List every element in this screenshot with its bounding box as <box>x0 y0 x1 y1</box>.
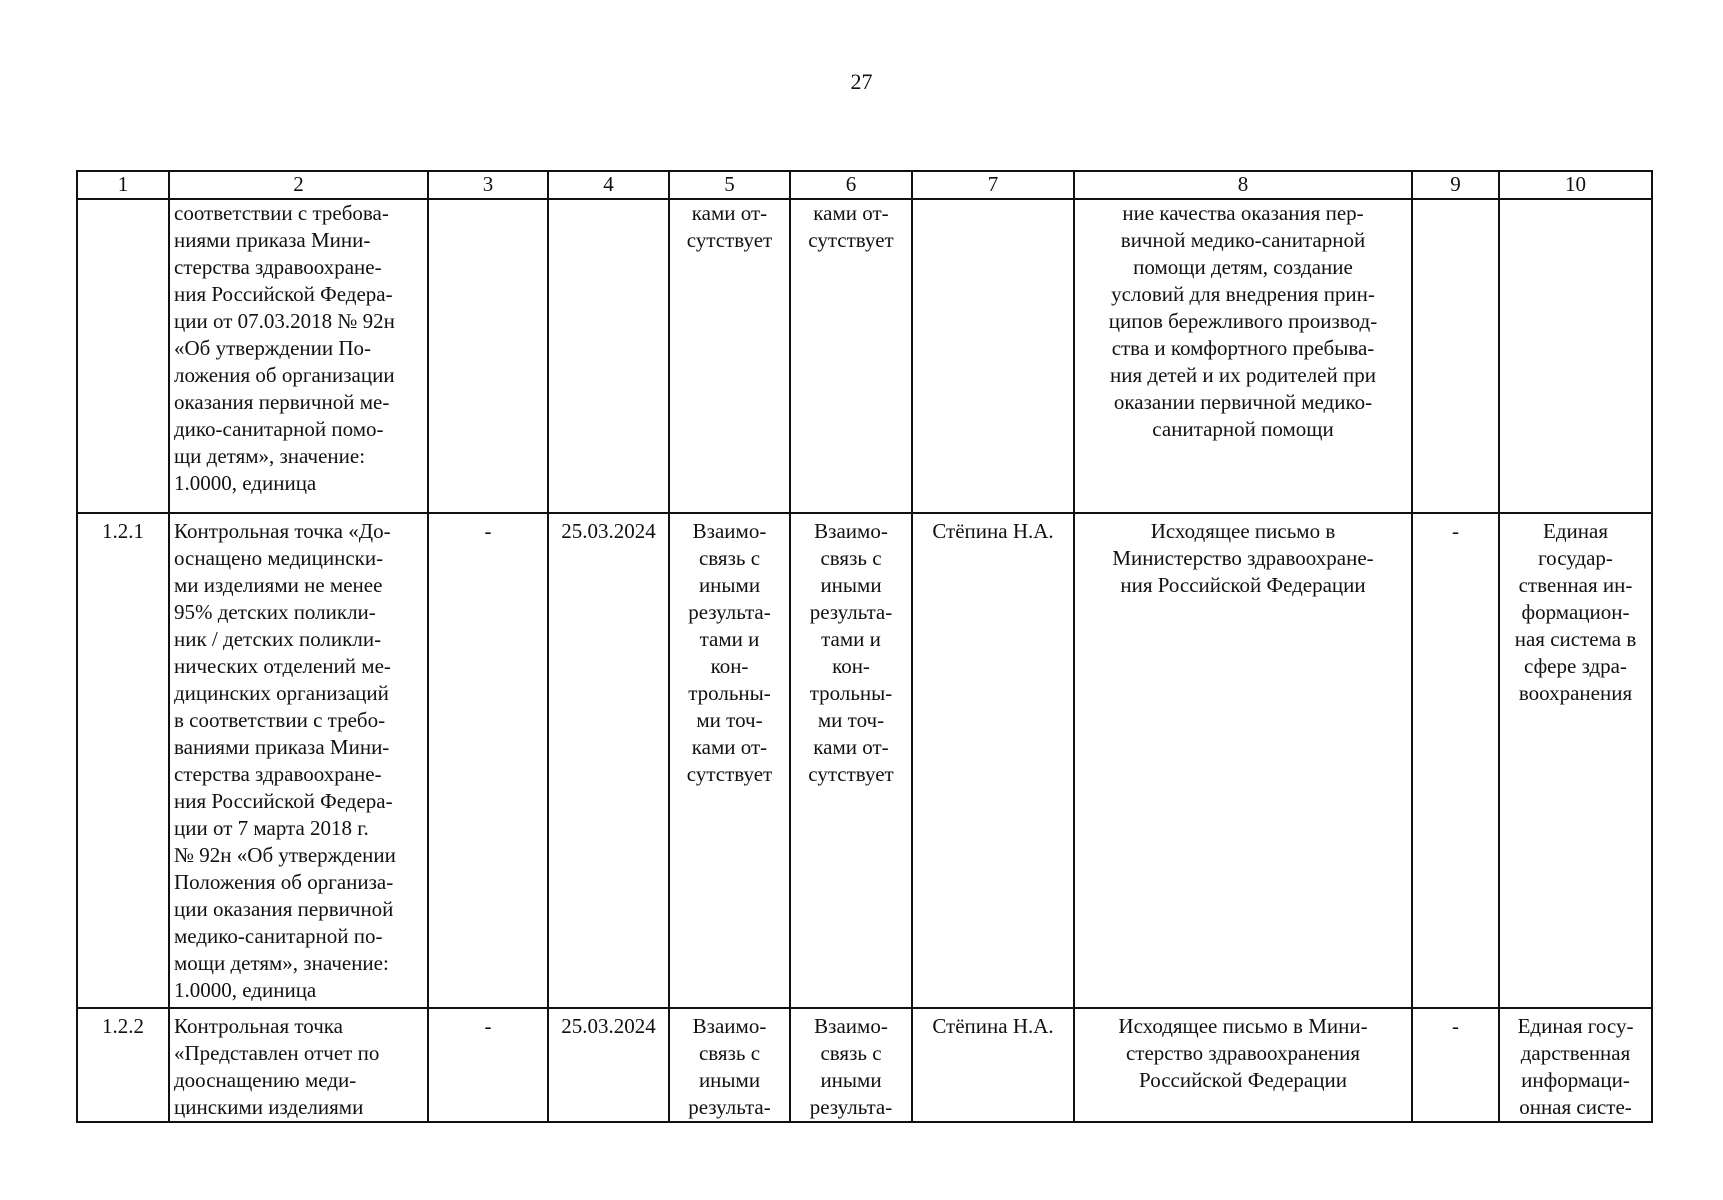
cell-name: соответствии с требова- ниями приказа Мини- стерства здравоохране- ния Российской Федера- ции от 07.03.2018 № 92н «Об утверждении По- ложения об организации оказания первичной ме- дико-санитарной помо- щи детям», значение: 1.0000, единица <box>169 199 428 513</box>
cell-end-date: 25.03.2024 <box>548 513 669 1008</box>
page-number: 27 <box>850 69 873 94</box>
cell-info-system <box>1499 199 1652 513</box>
cell-start-date: - <box>428 1008 548 1122</box>
cell-end-date <box>548 199 669 513</box>
cell-level: - <box>1412 513 1499 1008</box>
cell-result-description: Исходящее письмо в Мини- стерство здравоохранения Российской Федерации <box>1074 1008 1412 1122</box>
column-header: 10 <box>1499 171 1652 199</box>
cell-level <box>1412 199 1499 513</box>
cell-number <box>77 199 169 513</box>
cell-responsible: Стёпина Н.А. <box>912 1008 1074 1122</box>
cell-name: Контрольная точка «До- оснащено медицински- ми изделиями не менее 95% детских поликли- ник / детских поликли- нических отделений ме- дицинских организаций в соответствии с требо- ваниями приказа Мини- стерства здравоохране- ния Российской Федера- ции от 7 марта 2018 г. № 92н «Об утверждении Положения об организа- ции оказания первичной медико-санитарной по- мощи детям», значение: 1.0000, единица <box>169 513 428 1008</box>
header-row <box>77 171 1652 199</box>
cell-successor: Взаимо- связь с иными результа- <box>790 1008 912 1122</box>
cell-end-date: 25.03.2024 <box>548 1008 669 1122</box>
cell-info-system: Единая госу- дарственная информаци- онная систе- <box>1499 1008 1652 1122</box>
column-header: 5 <box>669 171 790 199</box>
table-row-1-2-1 <box>77 513 1652 1008</box>
column-header: 7 <box>912 171 1074 199</box>
cell-responsible: Стёпина Н.А. <box>912 513 1074 1008</box>
cell-number: 1.2.2 <box>77 1008 169 1122</box>
table-row-1-2-2 <box>77 1008 1652 1122</box>
column-header: 3 <box>428 171 548 199</box>
cell-name: Контрольная точка «Представлен отчет по дооснащению меди- цинскими изделиями <box>169 1008 428 1122</box>
cell-responsible <box>912 199 1074 513</box>
cell-level: - <box>1412 1008 1499 1122</box>
cell-result-description: ние качества оказания пер- вичной медико-санитарной помощи детям, создание условий для внедрения прин- ципов бережливого производ- ства и комфортного пребыва- ния детей и их родителей при оказании первичной медико- санитарной помощи <box>1074 199 1412 513</box>
cell-predecessor: Взаимо- связь с иными результа- <box>669 1008 790 1122</box>
cell-predecessor: ками от- сутствует <box>669 199 790 513</box>
cell-start-date: - <box>428 513 548 1008</box>
cell-info-system: Единая государ- ственная ин- формацион- ная система в сфере здра- воохранения <box>1499 513 1652 1008</box>
column-header: 2 <box>169 171 428 199</box>
table-row-continued <box>77 199 1652 513</box>
cell-result-description: Исходящее письмо в Министерство здравоохране- ния Российской Федерации <box>1074 513 1412 1008</box>
cell-predecessor: Взаимо- связь с иными результа- тами и кон- трольны- ми точ- ками от- сутствует <box>669 513 790 1008</box>
cell-successor: Взаимо- связь с иными результа- тами и кон- трольны- ми точ- ками от- сутствует <box>790 513 912 1008</box>
column-header: 6 <box>790 171 912 199</box>
column-header: 1 <box>77 171 169 199</box>
cell-successor: ками от- сутствует <box>790 199 912 513</box>
control-points-table <box>76 170 1653 1123</box>
column-header: 8 <box>1074 171 1412 199</box>
cell-number: 1.2.1 <box>77 513 169 1008</box>
cell-start-date <box>428 199 548 513</box>
column-header: 4 <box>548 171 669 199</box>
column-header: 9 <box>1412 171 1499 199</box>
